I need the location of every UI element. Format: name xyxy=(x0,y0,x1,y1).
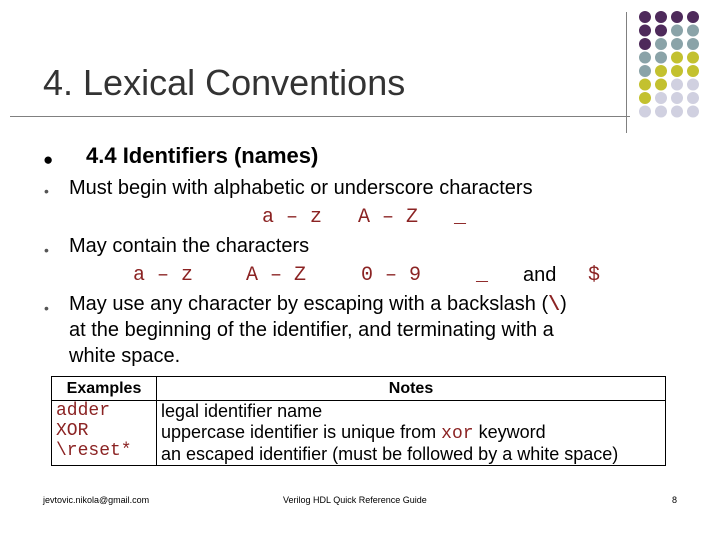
decorative-dot xyxy=(655,92,667,104)
bullet-2-range-lower: a – z xyxy=(133,264,194,287)
footer-page-number: 8 xyxy=(672,495,678,505)
bullet-1-text: Must begin with alphabetic or underscore characters xyxy=(69,177,533,199)
decorative-dot xyxy=(687,79,699,91)
bullet-2-dollar: $ xyxy=(588,264,601,287)
decorative-dot xyxy=(687,25,699,37)
decorative-dot xyxy=(687,106,699,118)
table-header-examples: Examples xyxy=(52,377,157,401)
decorative-dot xyxy=(671,38,683,50)
footer-email: jevtovic.nikola@gmail.com xyxy=(43,495,150,505)
decorative-dot xyxy=(639,25,651,37)
note-text: uppercase identifier is unique from xyxy=(161,422,442,442)
bullet-2-and: and xyxy=(523,264,557,286)
bullet-3-post: ) xyxy=(560,293,567,315)
section-heading: 4.4 Identifiers (names) xyxy=(86,143,319,168)
note-cell: an escaped identifier (must be followed by a white space) xyxy=(161,444,619,464)
decorative-dot xyxy=(687,38,699,50)
bullet-3-line-2: at the beginning of the identifier, and terminating with a xyxy=(69,319,554,341)
footer-guide-title: Verilog HDL Quick Reference Guide xyxy=(283,495,427,505)
decorative-dot xyxy=(639,92,651,104)
decorative-dot xyxy=(687,65,699,77)
decorative-dot xyxy=(655,52,667,64)
example-cell: XOR xyxy=(56,421,89,441)
decorative-dot xyxy=(671,106,683,118)
decorative-dot xyxy=(687,52,699,64)
decorative-dot xyxy=(671,25,683,37)
decorative-dot xyxy=(655,106,667,118)
note-text: keyword xyxy=(473,422,546,442)
example-cell: adder xyxy=(56,401,111,421)
bullet-3-line-1 xyxy=(69,293,567,317)
bullet-3-line-3: white space. xyxy=(69,345,181,367)
decorative-dot xyxy=(671,65,683,77)
bullet-2-range-upper: A – Z xyxy=(246,264,307,287)
bullet-2-text: May contain the characters xyxy=(69,235,310,257)
decorative-dot xyxy=(687,92,699,104)
decorative-dot xyxy=(639,52,651,64)
decorative-dot xyxy=(655,38,667,50)
decorative-dot xyxy=(655,11,667,23)
table-header-row xyxy=(52,377,666,401)
decorative-dot xyxy=(671,52,683,64)
decorative-dot xyxy=(655,65,667,77)
decorative-dot xyxy=(687,11,699,23)
title-underline xyxy=(10,116,630,117)
backslash-char: \ xyxy=(548,294,561,317)
bullet-icon: • xyxy=(44,183,49,199)
bullet-icon: • xyxy=(44,300,49,316)
table-row xyxy=(52,401,666,466)
decorative-dot xyxy=(639,79,651,91)
note-cell xyxy=(161,422,661,444)
decorative-dot xyxy=(639,106,651,118)
page-title: 4. Lexical Conventions xyxy=(43,62,406,103)
decorative-dot xyxy=(639,65,651,77)
bullet-icon: • xyxy=(44,242,49,258)
example-cell: \reset* xyxy=(56,441,132,461)
heading-bullet-icon: ● xyxy=(43,150,54,169)
bullet-2-range-digits: 0 – 9 xyxy=(361,264,422,287)
decorative-dot xyxy=(655,25,667,37)
examples-table xyxy=(51,376,666,466)
decorative-dot xyxy=(639,11,651,23)
vertical-divider xyxy=(626,12,627,133)
decorative-dot xyxy=(639,38,651,50)
decorative-dot xyxy=(655,79,667,91)
bullet-2-underscore: _ xyxy=(476,264,489,287)
note-code: xor xyxy=(441,424,474,444)
decorative-dot xyxy=(671,11,683,23)
note-cell: legal identifier name xyxy=(161,401,323,421)
bullet-3-pre: May use any character by escaping with a backslash ( xyxy=(69,293,549,315)
decorative-dot-pattern xyxy=(637,10,720,120)
table-header-notes: Notes xyxy=(157,377,666,401)
decorative-dot xyxy=(671,92,683,104)
bullet-1-chars: a – z A – Z _ xyxy=(262,206,467,229)
decorative-dot xyxy=(671,79,683,91)
